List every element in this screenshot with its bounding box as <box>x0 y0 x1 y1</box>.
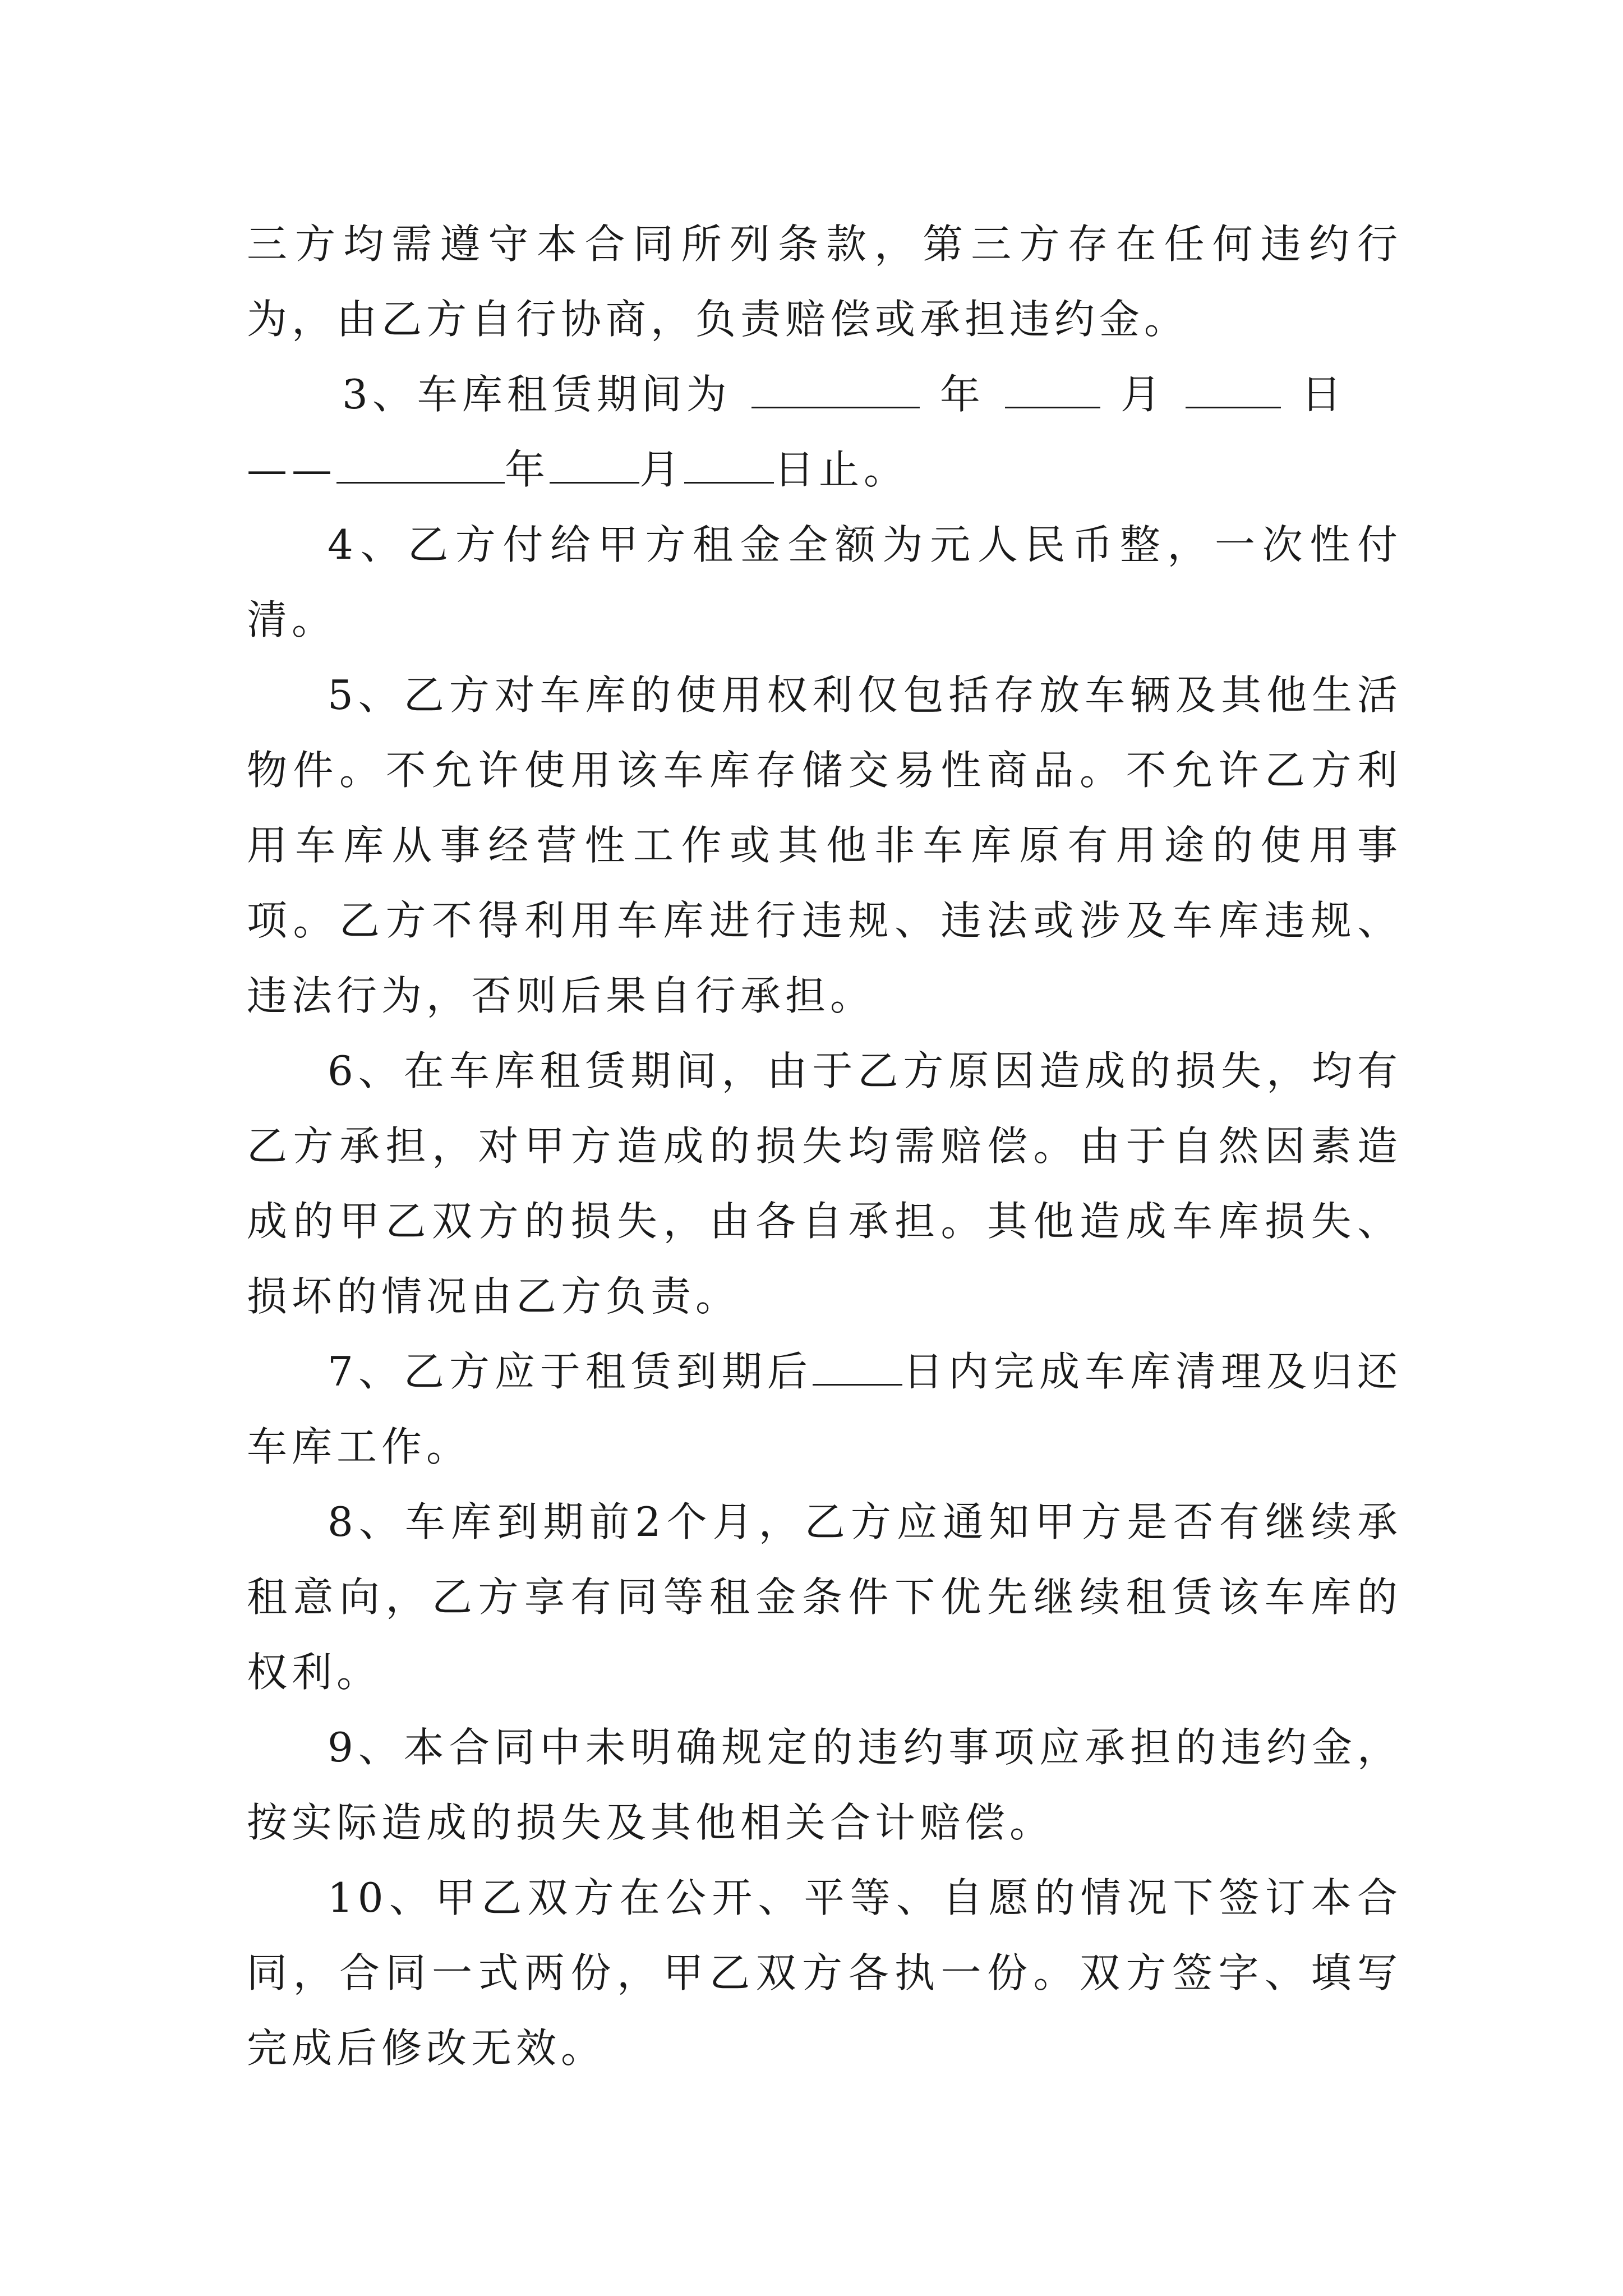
year-blank <box>751 362 920 408</box>
return-rest: 日内完成车库清理及归还车库工作。 <box>247 1348 1402 1470</box>
year2-label: 年 <box>505 446 550 493</box>
paragraph-losses: 6、在车库租赁期间，由于乙方原因造成的损失，均有乙方承担，对甲方造成的损失均需赔偿。由于自然因素造成的甲乙双方的损失，由各自承担。其他造成车库损失、损坏的情况由乙方负责。 <box>247 1047 1402 1320</box>
paragraph-rent: 4、乙方付给甲方租金全额为元人民币整，一次性付清。 <box>247 521 1402 643</box>
year2-blank <box>336 437 505 484</box>
lease-period-line-2 <box>247 432 1402 507</box>
day-label: 日 <box>1301 371 1346 418</box>
return-lead: 7、乙方应于租赁到期后 <box>328 1348 813 1395</box>
paragraph-return <box>247 1334 1402 1484</box>
month-blank <box>1005 362 1100 408</box>
paragraph-penalty: 9、本合同中未明确规定的违约事项应承担的违约金，按实际造成的损失及其他相关合计赔偿。 <box>247 1724 1402 1846</box>
day-blank <box>1186 362 1281 408</box>
year-label: 年 <box>939 371 985 418</box>
paragraph-signing: 10、甲乙双方在公开、平等、自愿的情况下签订本合同，合同一式两份，甲乙双方各执一份。双方签字、填写完成后修改无效。 <box>247 1874 1402 2072</box>
month2-blank <box>550 437 639 484</box>
paragraph-renewal: 8、车库到期前2个月，乙方应通知甲方是否有继续承租意向，乙方享有同等租金条件下优先继续租赁该车库的权利。 <box>247 1498 1402 1696</box>
paragraph-continuation: 三方均需遵守本合同所列条款，第三方存在任何违约行为，由乙方自行协商，负责赔偿或承担违约金。 <box>247 220 1402 343</box>
return-days-blank <box>813 1339 902 1386</box>
paragraph-lease-period <box>247 357 1402 507</box>
day2-blank <box>684 437 774 484</box>
lease-period-line-1 <box>247 357 1402 432</box>
month-label: 月 <box>1120 371 1165 418</box>
dash: —— <box>247 446 336 493</box>
end-label: 日止。 <box>774 446 909 493</box>
paragraph-usage-rights: 5、乙方对车库的使用权利仅包括存放车辆及其他生活物件。不允许使用该车库存储交易性商品。不允许乙方利用车库从事经营性工作或其他非车库原有用途的使用事项。乙方不得利用车库进行违规、违法或涉及车库违规、违法行为，否则后果自行承担。 <box>247 671 1402 1019</box>
lease-period-lead: 3、车库租赁期间为 <box>342 371 731 418</box>
month2-label: 月 <box>639 446 685 493</box>
document-body <box>247 206 1402 2086</box>
